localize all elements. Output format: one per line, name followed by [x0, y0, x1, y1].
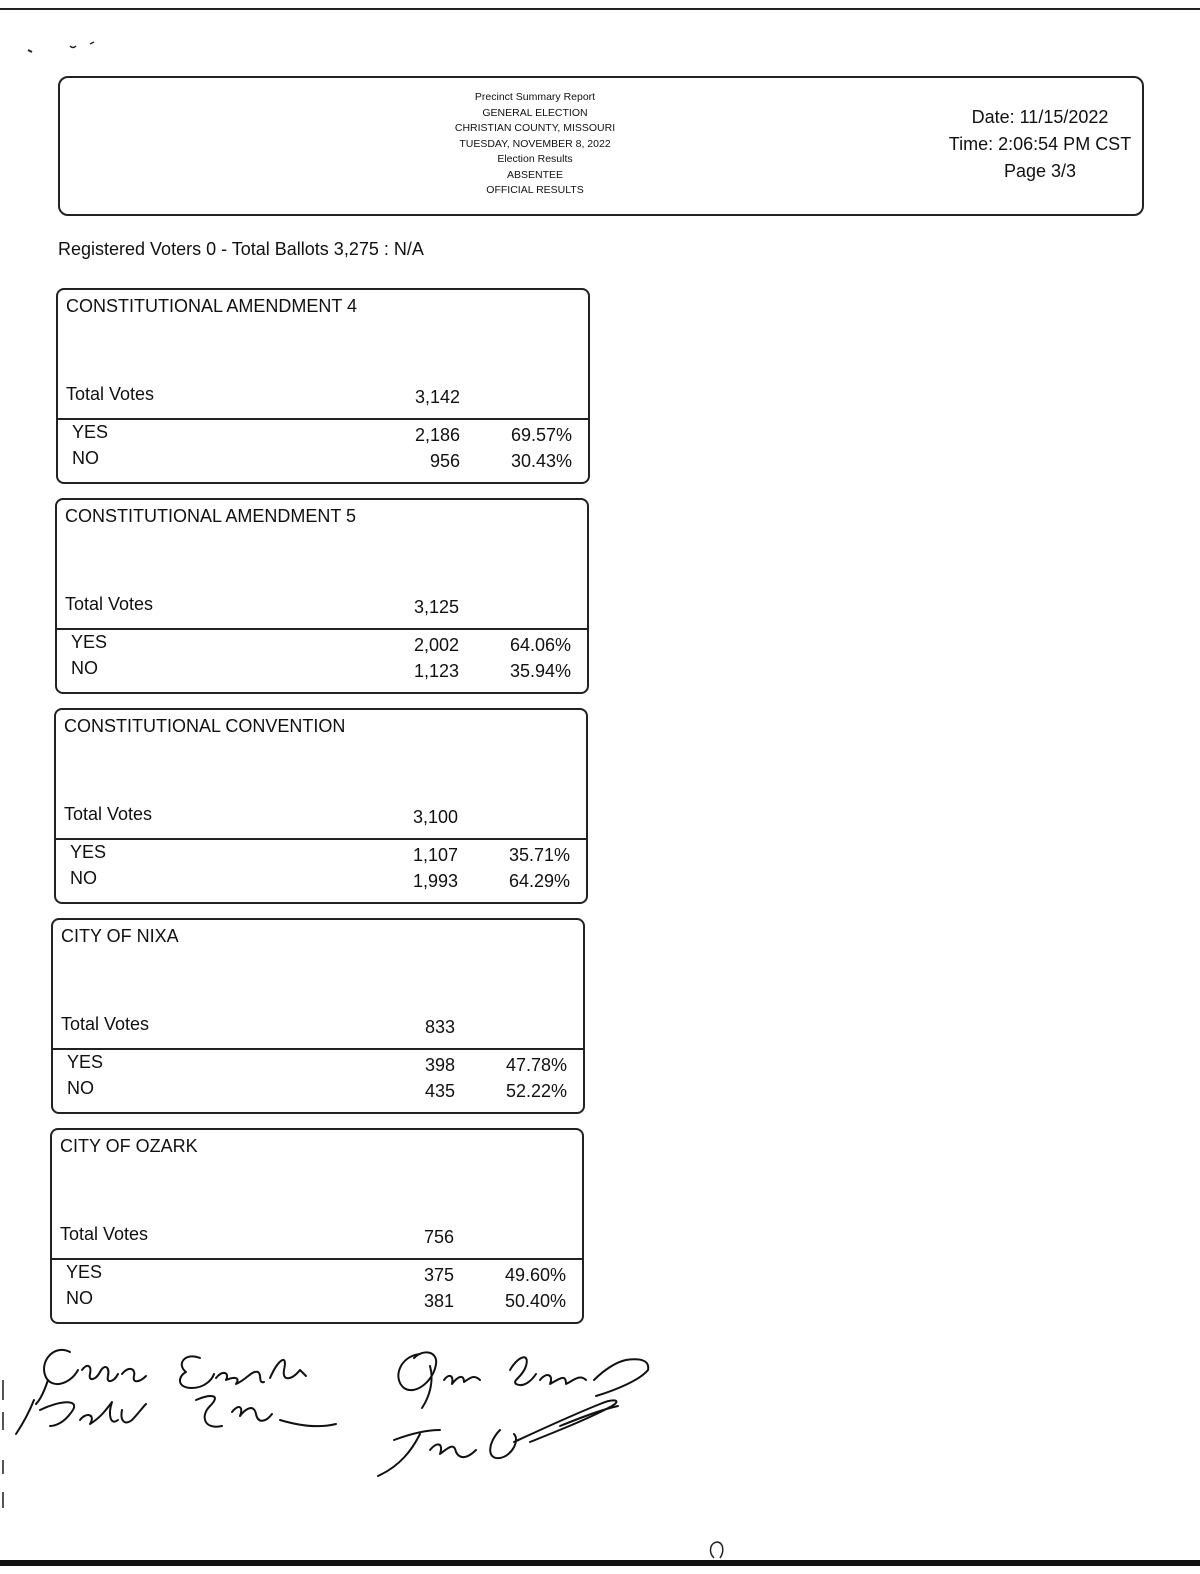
choice-votes: 375 [423, 1265, 454, 1285]
choice-row [56, 842, 586, 868]
scan-blot-icon [702, 1538, 732, 1562]
choice-votes: 2,002 [413, 635, 459, 655]
scan-edge-mark [2, 1492, 4, 1508]
choice-percent: 50.40% [504, 1291, 566, 1311]
contest-box [55, 498, 589, 694]
choice-percent: 64.06% [509, 635, 571, 655]
choice-percent: 30.43% [510, 451, 572, 471]
choice-name: YES [72, 422, 109, 442]
total-votes-value: 833 [424, 1017, 455, 1037]
scan-specks [26, 40, 106, 59]
choice-name: NO [71, 658, 98, 678]
choice-row [57, 632, 587, 658]
choice-percent: 47.78% [505, 1055, 567, 1075]
contest-title: CONSTITUTIONAL AMENDMENT 5 [65, 506, 357, 526]
total-votes-label: Total Votes [65, 594, 154, 614]
choice-name: NO [72, 448, 99, 468]
contest-box [50, 1128, 584, 1324]
choice-row [52, 1262, 582, 1288]
handwritten-signatures-icon [0, 1330, 700, 1490]
contest-title: CITY OF OZARK [60, 1136, 198, 1156]
choice-percent: 52.22% [505, 1081, 567, 1101]
report-header-center [390, 90, 680, 199]
contest-title: CONSTITUTIONAL AMENDMENT 4 [66, 296, 358, 316]
choice-row [58, 448, 588, 474]
contest-box [56, 288, 590, 484]
page-number: Page 3/3 [1003, 161, 1077, 181]
total-votes-value: 3,100 [412, 807, 458, 827]
choice-row [53, 1052, 583, 1078]
choice-votes: 398 [424, 1055, 455, 1075]
speck-marks-icon [26, 40, 106, 56]
contest-title: CONSTITUTIONAL CONVENTION [64, 716, 346, 736]
choice-row [56, 868, 586, 894]
choice-name: YES [66, 1262, 103, 1282]
total-votes-value: 3,142 [414, 387, 460, 407]
choice-votes: 956 [429, 451, 460, 471]
contest-divider [56, 838, 586, 840]
ballot-type: ABSENTEE [506, 168, 564, 181]
scan-edge-mark [2, 1412, 4, 1430]
total-votes-value: 3,125 [413, 597, 459, 617]
scan-edge-top [0, 8, 1200, 10]
choice-row [53, 1078, 583, 1104]
total-votes-label: Total Votes [66, 384, 155, 404]
bottom-scan-mark [702, 1538, 732, 1562]
choice-percent: 49.60% [504, 1265, 566, 1285]
total-votes-value: 756 [423, 1227, 454, 1247]
choice-name: YES [70, 842, 107, 862]
choice-name: NO [66, 1288, 93, 1308]
election-name: GENERAL ELECTION [482, 106, 588, 119]
choice-name: NO [67, 1078, 94, 1098]
report-time: Time: 2:06:54 PM CST [948, 134, 1132, 154]
choice-votes: 1,123 [413, 661, 459, 681]
scan-edge-bottom [0, 1560, 1200, 1566]
choice-row [57, 658, 587, 684]
choice-votes: 381 [423, 1291, 454, 1311]
signature-block [0, 1330, 700, 1490]
scan-edge-mark [2, 1380, 4, 1400]
report-header [58, 76, 1144, 216]
election-date: TUESDAY, NOVEMBER 8, 2022 [459, 137, 611, 150]
registered-voters-line: Registered Voters 0 - Total Ballots 3,275 : N/A [58, 239, 424, 259]
total-votes-label: Total Votes [64, 804, 153, 824]
choice-percent: 35.71% [508, 845, 570, 865]
total-votes-label: Total Votes [61, 1014, 150, 1034]
results-status: OFFICIAL RESULTS [486, 184, 584, 196]
scan-edge-mark [2, 1460, 4, 1474]
choice-votes: 1,993 [412, 871, 458, 891]
contest-divider [53, 1048, 583, 1050]
choice-row [58, 422, 588, 448]
jurisdiction: CHRISTIAN COUNTY, MISSOURI [454, 122, 616, 134]
contest-divider [58, 418, 588, 420]
choice-percent: 69.57% [510, 425, 572, 445]
contest-box [51, 918, 585, 1114]
report-header-meta [940, 104, 1140, 185]
choice-percent: 64.29% [508, 871, 570, 891]
choice-name: YES [71, 632, 108, 652]
choice-votes: 2,186 [414, 425, 460, 445]
choice-votes: 435 [424, 1081, 455, 1101]
contest-title: CITY OF NIXA [61, 926, 179, 946]
choice-row [52, 1288, 582, 1314]
contest-divider [52, 1258, 582, 1260]
choice-name: YES [67, 1052, 104, 1072]
choice-name: NO [70, 868, 97, 888]
choice-percent: 35.94% [509, 661, 571, 681]
report-type: Precinct Summary Report [474, 91, 596, 103]
choice-votes: 1,107 [412, 845, 458, 865]
contest-divider [57, 628, 587, 630]
total-votes-label: Total Votes [60, 1224, 149, 1244]
report-date: Date: 11/15/2022 [971, 107, 1109, 127]
results-label: Election Results [497, 153, 573, 165]
contest-box [54, 708, 588, 904]
